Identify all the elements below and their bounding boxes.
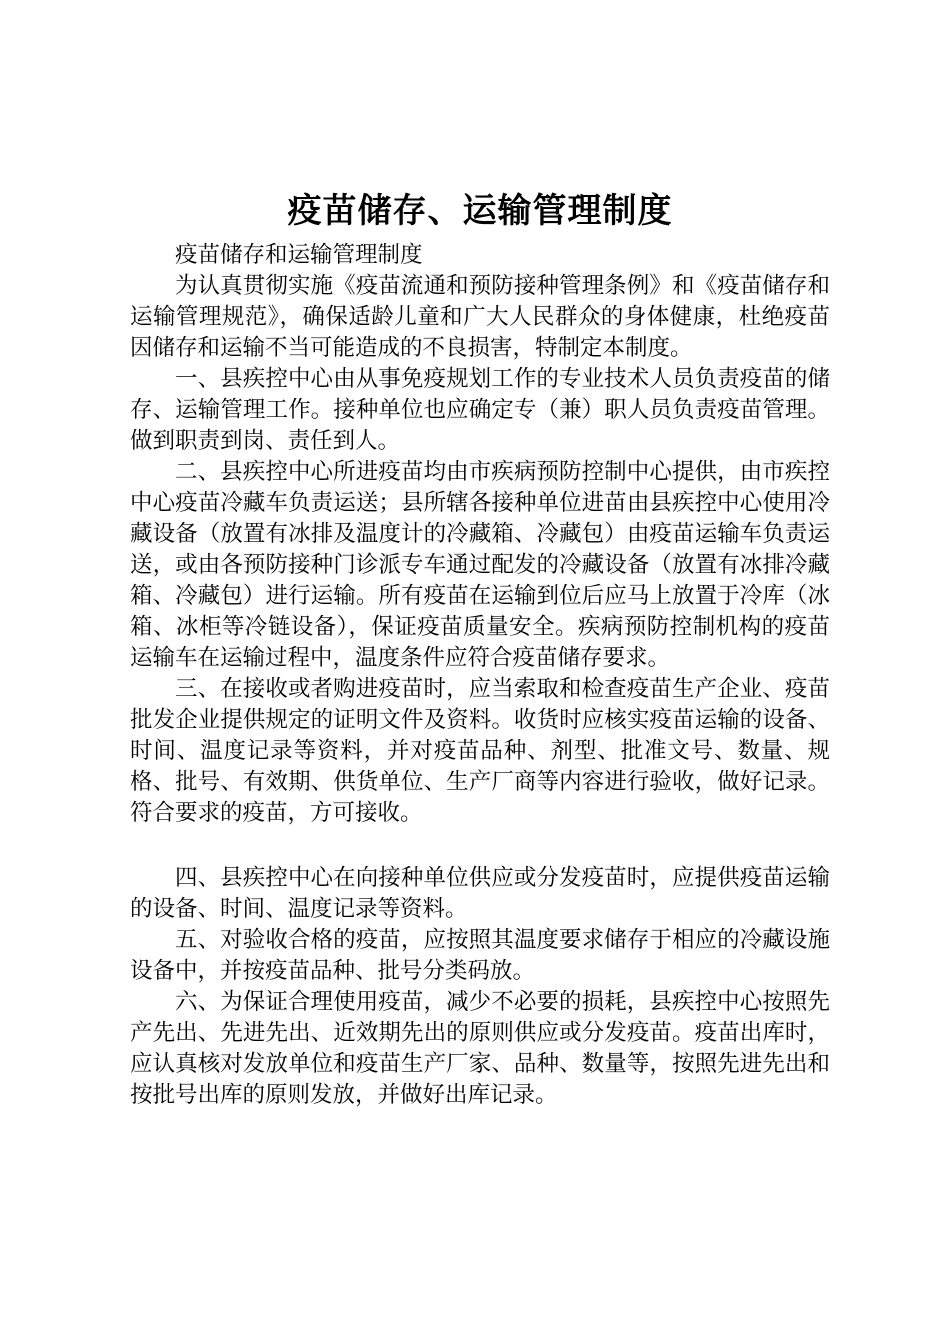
paragraph-3: 三、在接收或者购进疫苗时，应当索取和检查疫苗生产企业、疫苗批发企业提供规定的证明文件及资料。收货时应核实疫苗运输的设备、时间、温度记录等资料，并对疫苗品种、剂型、批准文号、数量、规格、批号、有效期、供货单位、生产厂商等内容进行验收，做好记录。符合要求的疫苗，方可接收。 (130, 676, 830, 826)
paragraph-gap (130, 829, 830, 863)
paragraph-intro: 为认真贯彻实施《疫苗流通和预防接种管理条例》和《疫苗储存和运输管理规范》，确保适龄儿童和广大人民群众的身体健康，杜绝疫苗因储存和运输不当可能造成的不良损害，特制定本制度。 (130, 273, 830, 361)
paragraph-4: 四、县疾控中心在向接种单位供应或分发疫苗时，应提供疫苗运输的设备、时间、温度记录等资料。 (130, 865, 830, 922)
paragraph-1: 一、县疾控中心由从事免疫规划工作的专业技术人员负责疫苗的储存、运输管理工作。接种单位也应确定专（兼）职人员负责疫苗管理。做到职责到岗、责任到人。 (130, 366, 830, 454)
paragraph-5: 五、对验收合格的疫苗，应按照其温度要求储存于相应的冷藏设施设备中，并按疫苗品种、批号分类码放。 (130, 927, 830, 984)
document-page (130, 188, 830, 1111)
document-subtitle: 疫苗储存和运输管理制度 (175, 242, 423, 268)
paragraph-2: 二、县疾控中心所进疫苗均由市疾病预防控制中心提供，由市疾控中心疫苗冷藏车负责运送；县所辖各接种单位进苗由县疾控中心使用冷藏设备（放置有冰排及温度计的冷藏箱、冷藏包）由疫苗运输车负责运送，或由各预防接种门诊派专车通过配发的冷藏设备（放置有冰排冷藏箱、冷藏包）进行运输。所有疫苗在运输到位后应马上放置于冷库（冰箱、冰柜等冷链设备），保证疫苗质量安全。疾病预防控制机构的疫苗运输车在运输过程中，温度条件应符合疫苗储存要求。 (130, 459, 830, 671)
paragraph-6: 六、为保证合理使用疫苗，减少不必要的损耗，县疾控中心按照先产先出、先进先出、近效期先出的原则供应或分发疫苗。疫苗出库时，应认真核对发放单位和疫苗生产厂家、品种、数量等，按照先进先出和按批号出库的原则发放，并做好出库记录。 (130, 989, 830, 1108)
document-title: 疫苗储存、运输管理制度 (287, 191, 673, 231)
